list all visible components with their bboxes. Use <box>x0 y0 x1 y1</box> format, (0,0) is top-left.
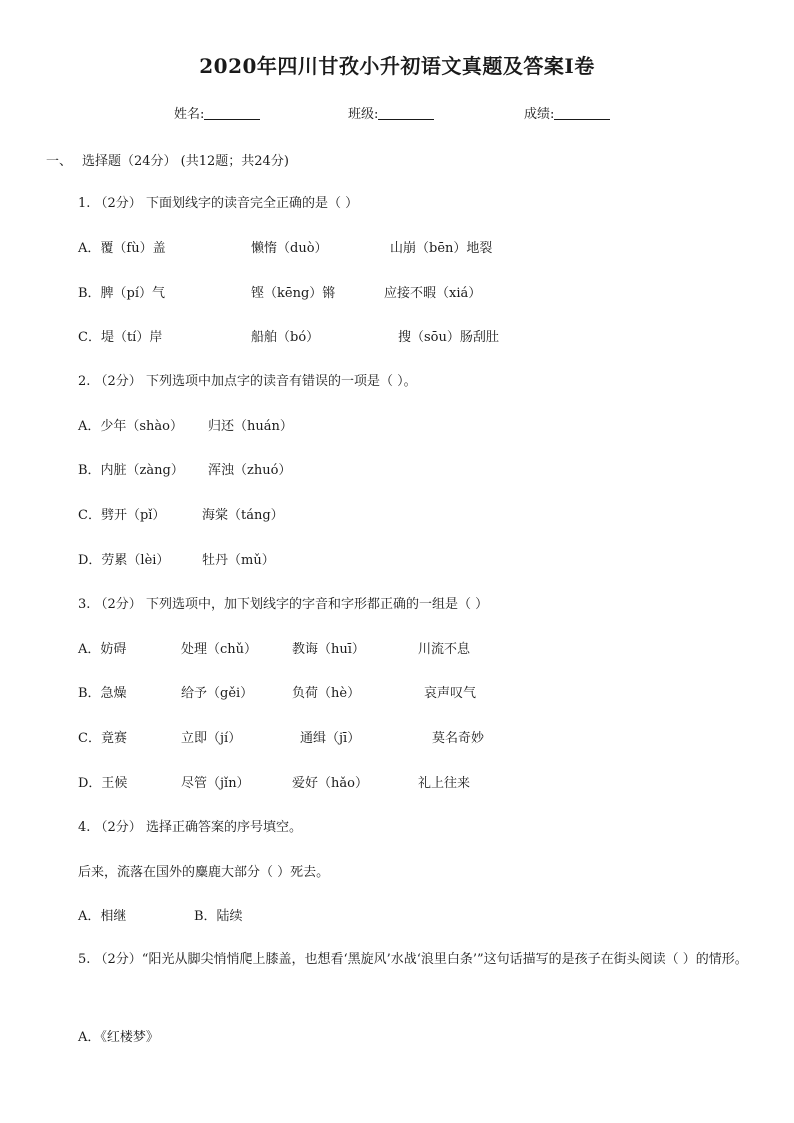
option-segment: 立即（jí） <box>181 731 242 746</box>
score-blank[interactable] <box>554 105 610 120</box>
option-segment: 川流不息 <box>418 642 471 657</box>
option-segment: A．《红楼梦》 <box>78 1030 159 1045</box>
name-label: 姓名: <box>174 107 205 122</box>
option-segment: 牡丹（mǔ） <box>202 553 275 568</box>
option-segment: 哀声叹气 <box>424 686 477 701</box>
option-segment: C．劈开（pǐ） <box>78 508 166 523</box>
option-segment: B．内脏（zàng） <box>78 463 184 478</box>
option-segment: 教诲（huī） <box>292 642 365 657</box>
option-segment: B．陆续 <box>194 909 243 924</box>
name-blank[interactable] <box>204 105 260 120</box>
section-number: 一、 <box>46 154 73 169</box>
option-segment: C．堤（tí）岸 <box>78 330 163 345</box>
option-segment: 山崩（bēn）地裂 <box>390 241 493 256</box>
option-segment: 归还（huán） <box>208 419 293 434</box>
option-segment: A．相继 <box>78 909 127 924</box>
score-label: 成绩: <box>524 107 555 122</box>
option-segment: B．急燥 <box>78 686 127 701</box>
option-segment: 懒惰（duò） <box>251 241 328 256</box>
question-3: 3. （2分） 下列选项中，加下划线字的字音和字形都正确的一组是（ ） <box>78 597 489 612</box>
question-5: 5. （2分）“阳光从脚尖悄悄爬上膝盖，也想看‘黑旋风’水战‘浪里白条’”这句话描写的是孩子在街头阅读（ ）的情形。 <box>78 952 748 967</box>
option-segment: D．王候 <box>78 776 128 791</box>
class-label: 班级: <box>348 107 379 122</box>
section-title: 选择题（24分） (共12题；共24分) <box>82 154 289 169</box>
option-segment: A．覆（fù）盖 <box>78 241 166 256</box>
option-segment: 应接不暇（xiá） <box>384 286 482 301</box>
option-segment: 礼上往来 <box>418 776 471 791</box>
option-segment: B．脾（pí）气 <box>78 286 166 301</box>
score-field[interactable] <box>524 103 610 122</box>
option-segment: A．妨碍 <box>78 642 127 657</box>
q4-stem: 后来，流落在国外的麋鹿大部分（ ）死去。 <box>78 865 330 880</box>
question-1: 1. （2分） 下面划线字的读音完全正确的是（ ） <box>78 196 359 211</box>
option-segment: 海棠（táng） <box>202 508 284 523</box>
section-heading <box>46 150 289 169</box>
option-segment: 铿（kēng）锵 <box>251 286 336 301</box>
option-segment: 通缉（jī） <box>300 731 361 746</box>
option-segment: A．少年（shào） <box>78 419 184 434</box>
question-4: 4. （2分） 选择正确答案的序号填空。 <box>78 820 302 835</box>
class-field[interactable] <box>348 103 434 122</box>
option-segment: 莫名奇妙 <box>432 731 485 746</box>
option-segment: 搜（sōu）肠刮肚 <box>398 330 499 345</box>
option-segment: 浑浊（zhuó） <box>208 463 292 478</box>
question-2: 2. （2分） 下列选项中加点字的读音有错误的一项是（ ）。 <box>78 374 417 389</box>
student-info-line <box>0 103 794 123</box>
name-field[interactable] <box>174 103 260 122</box>
option-segment: 给予（gěi） <box>181 686 254 701</box>
option-segment: 船舶（bó） <box>251 330 320 345</box>
option-segment: C．竟赛 <box>78 731 127 746</box>
option-segment: 爱好（hǎo） <box>292 776 368 791</box>
option-segment: 尽管（jǐn） <box>181 776 250 791</box>
option-segment: D．劳累（lèi） <box>78 553 170 568</box>
option-segment: 处理（chǔ） <box>181 642 258 657</box>
option-segment: 负荷（hè） <box>292 686 361 701</box>
page-title: 2020年四川甘孜小升初语文真题及答案Ⅰ卷 <box>199 54 595 78</box>
class-blank[interactable] <box>378 105 434 120</box>
